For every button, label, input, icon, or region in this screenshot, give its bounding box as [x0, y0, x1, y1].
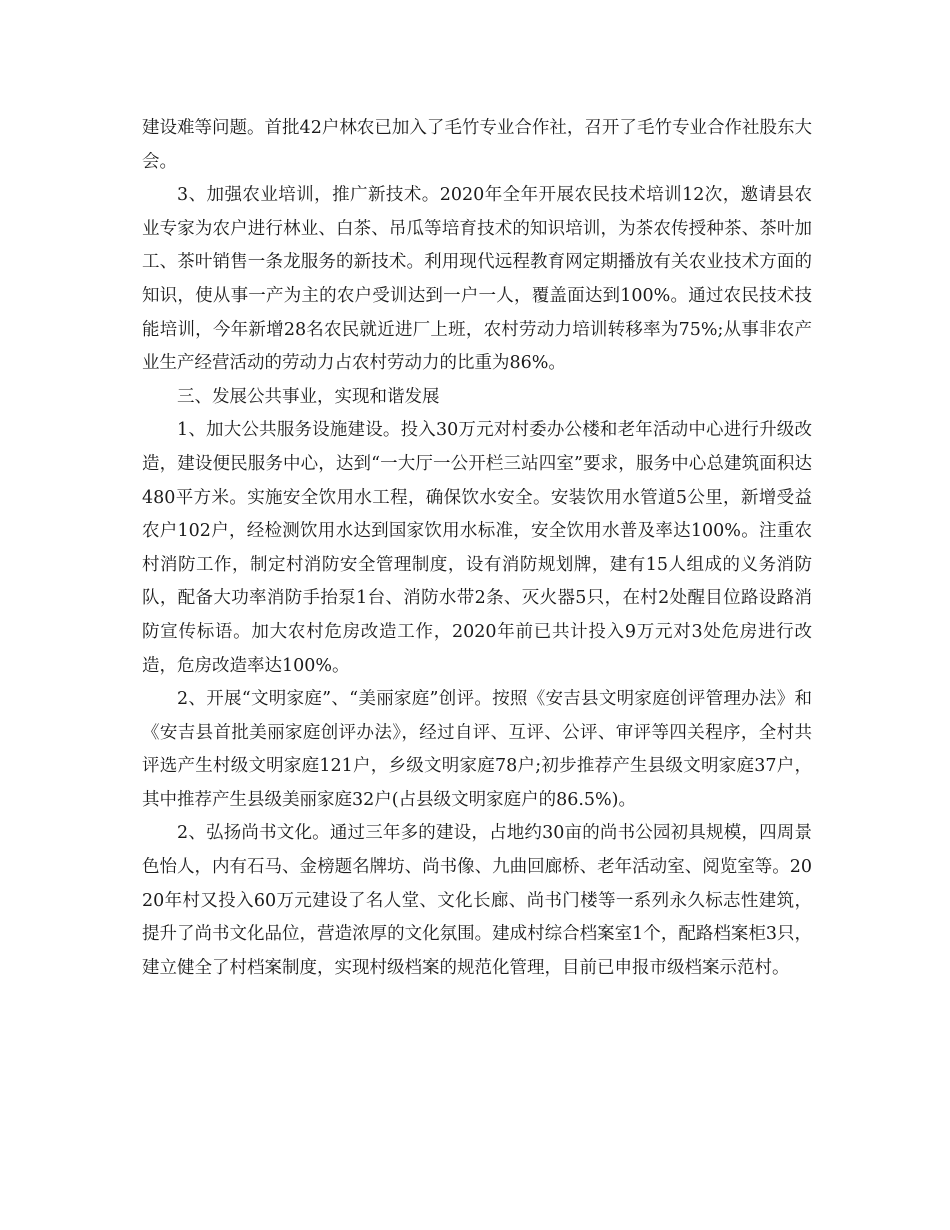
paragraph-continuation: 建设难等问题。首批42户林农已加入了毛竹专业合作社，召开了毛竹专业合作社股东大会。 [142, 118, 812, 172]
paragraph-agri-training: 3、加强农业培训，推广新技术。2020年全年开展农民技术培训12次，邀请县农业专家为农户进行林业、白茶、吊瓜等培育技术的知识培训，为茶农传授种茶、茶叶加工、茶叶销售一条龙服务的新技术。利用现代远程教育网定期播放有关农业技术方面的知识，使从事一产为主的农户受训达到一户一人，覆盖面达到100%。通过农民技术技能培训，今年新增28名农民就近进厂上班，农村劳动力培训转移率为75%;从事非农产业生产经营活动的劳动力占农村劳动力的比重为86%。 [142, 185, 812, 374]
paragraph-public-facilities: 1、加大公共服务设施建设。投入30万元对村委办公楼和老年活动中心进行升级改造，建设便民服务中心，达到“一大厅一公开栏三站四室”要求，服务中心总建筑面积达480平方米。实施安全饮用水工程，确保饮水安全。安装饮用水管道5公里，新增受益农户102户，经检测饮用水达到国家饮用水标准，安全饮用水普及率达100%。注重农村消防工作，制定村消防安全管理制度，设有消防规划牌，建有15人组成的义务消防队，配备大功率消防手抬泵1台、消防水带2条、灭火器5只，在村2处醒目位路设路消防宣传标语。加大农村危房改造工作，2020年前已共计投入9万元对3处危房进行改造，危房改造率达100%。 [142, 420, 812, 676]
paragraph-shangshu-culture: 2、弘扬尚书文化。通过三年多的建设，占地约30亩的尚书公园初具规模，四周景色怡人，内有石马、金榜题名牌坊、尚书像、九曲回廊桥、老年活动室、阅览室等。2020年村又投入60万元建设了名人堂、文化长廊、尚书门楼等一系列永久标志性建筑，提升了尚书文化品位，营造浓厚的文化氛围。建成村综合档案室1个，配路档案柜3只，建立健全了村档案制度，实现村级档案的规范化管理，目前已申报市级档案示范村。 [142, 823, 812, 978]
paragraph-civilized-family: 2、开展“文明家庭”、“美丽家庭”创评。按照《安吉县文明家庭创评管理办法》和《安吉县首批美丽家庭创评办法》，经过自评、互评、公评、审评等四关程序，全村共评选产生村级文明家庭121户，乡级文明家庭78户;初步推荐产生县级文明家庭37户，其中推荐产生县级美丽家庭32户(占县级文明家庭户的86.5%)。 [142, 689, 812, 810]
section-heading-public-affairs: 三、发展公共事业，实现和谐发展 [177, 386, 440, 407]
